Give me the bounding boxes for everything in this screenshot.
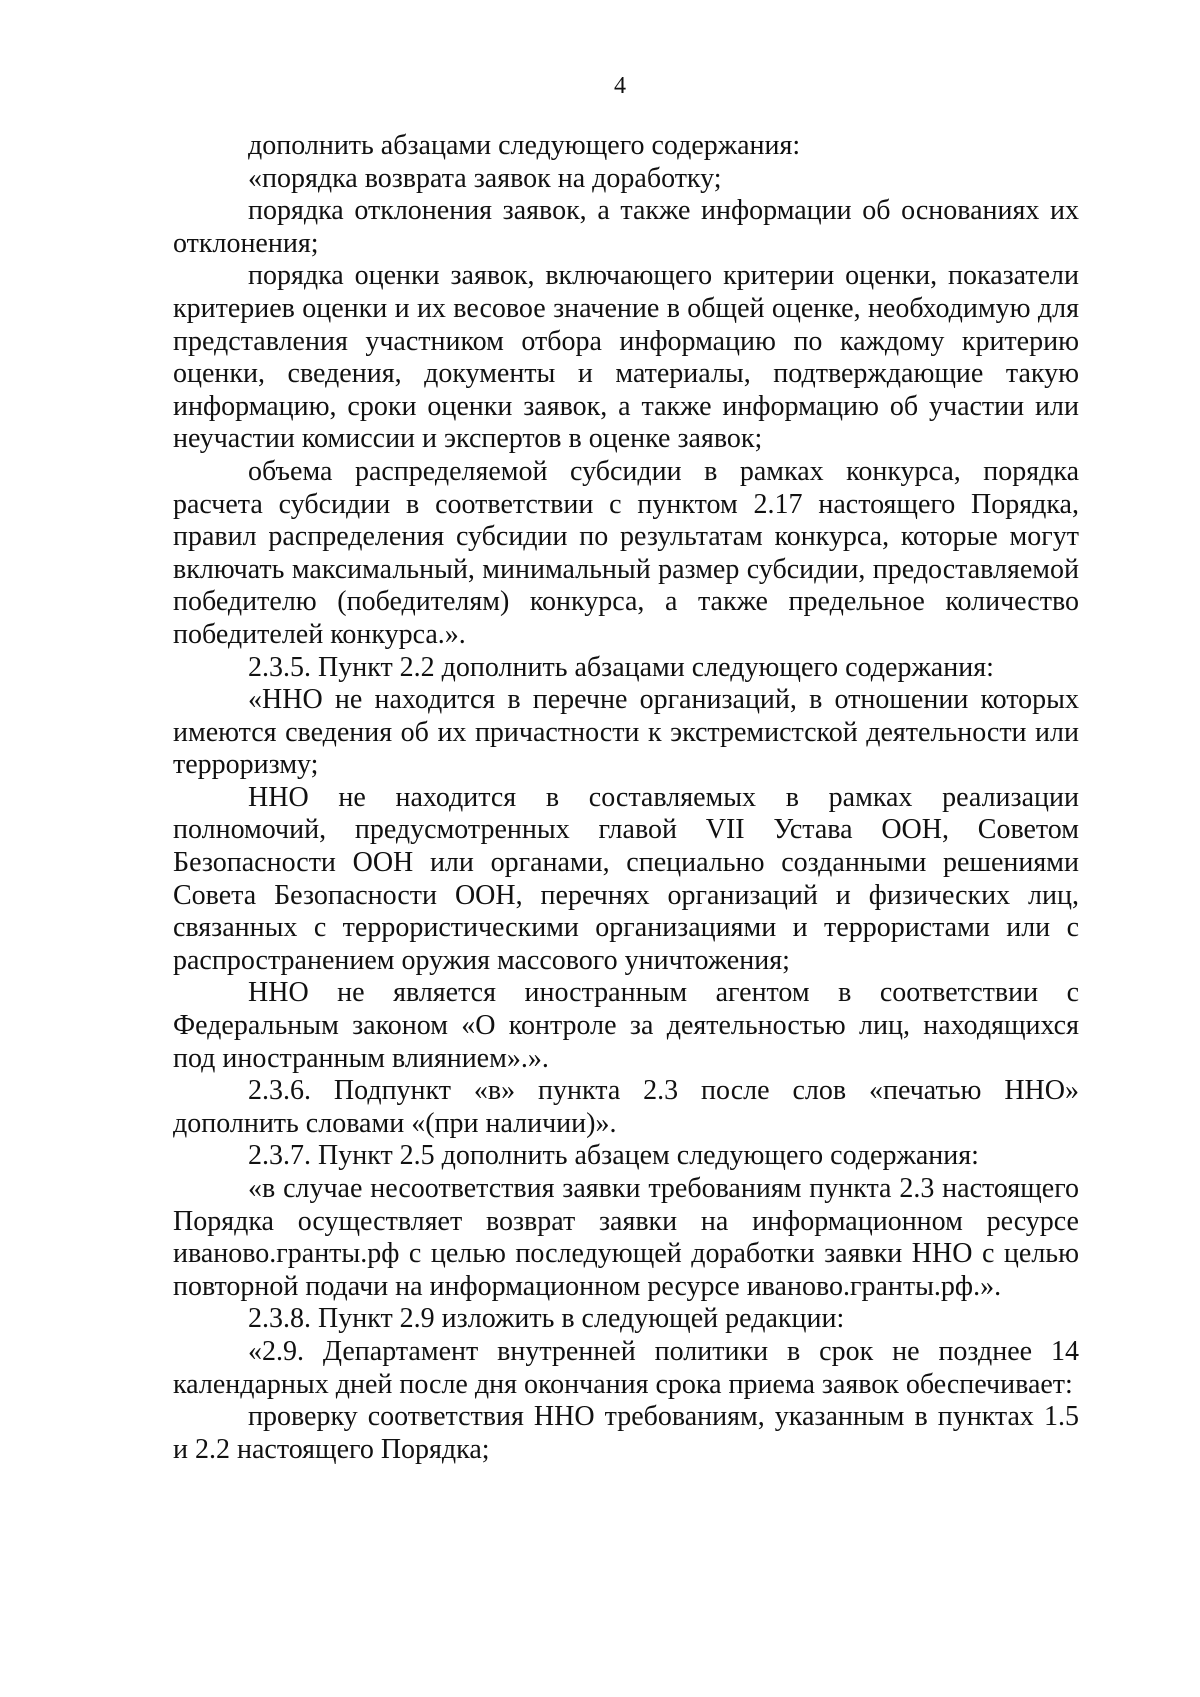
paragraph: 2.3.6. Подпункт «в» пункта 2.3 после слов «печатью ННО» дополнить словами «(при наличии)». [173, 1075, 1079, 1139]
paragraph: «ННО не находится в перечне организаций, в отношении которых имеются сведения об их причастности к экстремистской деятельности или терроризму; [173, 684, 1079, 781]
paragraph: «порядка возврата заявок на доработку; [248, 162, 722, 194]
paragraph: дополнить абзацами следующего содержания: [248, 130, 801, 161]
paragraph: порядка оценки заявок, включающего критерии оценки, показатели критериев оценки и их весовое значение в общей оценке, необходимую для представления участником отбора информацию по каждому критерию оценки, сведения, документы и материалы, подтверждающие такую информацию, сроки оценки заявок, а также информацию об участии или неучастии комиссии и экспертов в оценке заявок; [173, 260, 1079, 455]
paragraph: проверку соответствия ННО требованиям, указанным в пунктах 1.5 и 2.2 настоящего Порядка; [173, 1401, 1079, 1465]
paragraph: объема распределяемой субсидии в рамках конкурса, порядка расчета субсидии в соответствии с пунктом 2.17 настоящего Порядка, правил распределения субсидии по результатам конкурса, которые могут включать максимальный, минимальный размер субсидии, предоставляемой победителю (победителям) конкурса, а также предельное количество победителей конкурса.». [173, 455, 1079, 650]
paragraph: 2.3.8. Пункт 2.9 изложить в следующей редакции: [248, 1303, 845, 1335]
paragraph: порядка отклонения заявок, а также информации об основаниях их отклонения; [173, 195, 1079, 259]
paragraph: 2.3.7. Пункт 2.5 дополнить абзацем следующего содержания: [248, 1140, 979, 1172]
paragraph: 2.3.5. Пункт 2.2 дополнить абзацами следующего содержания: [248, 651, 994, 683]
paragraph: «2.9. Департамент внутренней политики в срок не позднее 14 календарных дней после дня окончания срока приема заявок обеспечивает: [173, 1335, 1079, 1400]
paragraph: «в случае несоответствия заявки требованиям пункта 2.3 настоящего Порядка осуществляет возврат заявки на информационном ресурсе иваново.гранты.рф с целью последующей доработки заявки ННО с целью повторной подачи на информационном ресурсе иваново.гранты.рф.». [173, 1173, 1079, 1302]
page-number: 4 [614, 73, 626, 99]
paragraph: ННО не является иностранным агентом в соответствии с Федеральным законом «О контроле за деятельностью лиц, находящихся под иностранным влиянием».». [173, 977, 1079, 1074]
paragraph: ННО не находится в составляемых в рамках реализации полномочий, предусмотренных главой VII Устава ООН, Советом Безопасности ООН или органами, специально созданными решениями Совета Безопасности ООН, перечнях организаций и физических лиц, связанных с террористическими организациями и террористами или с распространением оружия массового уничтожения; [173, 781, 1079, 976]
document-body [173, 130, 1079, 1466]
